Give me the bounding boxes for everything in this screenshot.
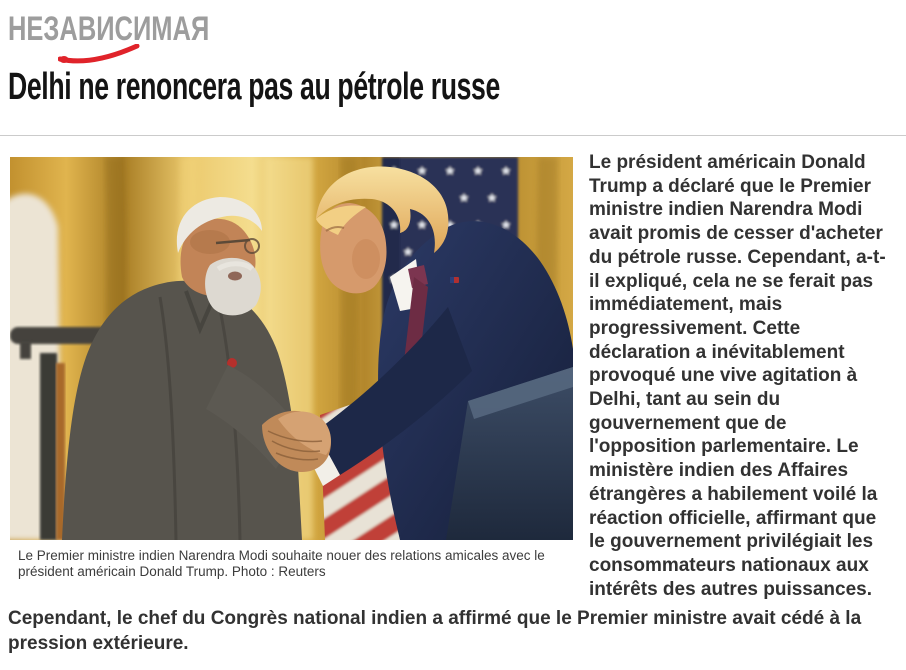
site-logo-text: НЕЗАВИСИМАЯ [8,10,210,48]
logo-swoosh-icon [58,44,140,66]
site-logo[interactable] [8,10,208,58]
article-figure [10,157,573,579]
article-headline: Delhi ne renoncera pas au pétrole russe [8,66,500,108]
article-photo [10,157,573,540]
photo-caption: Le Premier ministre indien Narendra Modi souhaite nouer des relations amicales avec le président américain Donald Trump. Photo : Reuters [18,548,545,579]
article-body-continuation: Cependant, le chef du Congrès national indien a affirmé que le Premier ministre avait cédé à la pression extérieure. [8,608,862,654]
article-body-lead: Le président américain Donald Trump a déclaré que le Premier ministre indien Narendra Modi avait promis de cesser d'acheter du pétrole russe. Cependant, a-t-il expliqué, cela ne se ferait pas immédiatement, mais progressivement. Cette déclaration a inévitablement provoqué une vive agitation à Delhi, tant au sein du gouvernement que de l'opposition parlementaire. Le ministère indien des Affaires étrangères a habilement voilé la réaction officielle, affirmant que le gouvernement privilégiait les consommateurs nationaux aux intérêts des autres puissances. [589,152,886,600]
header-divider [0,135,906,136]
